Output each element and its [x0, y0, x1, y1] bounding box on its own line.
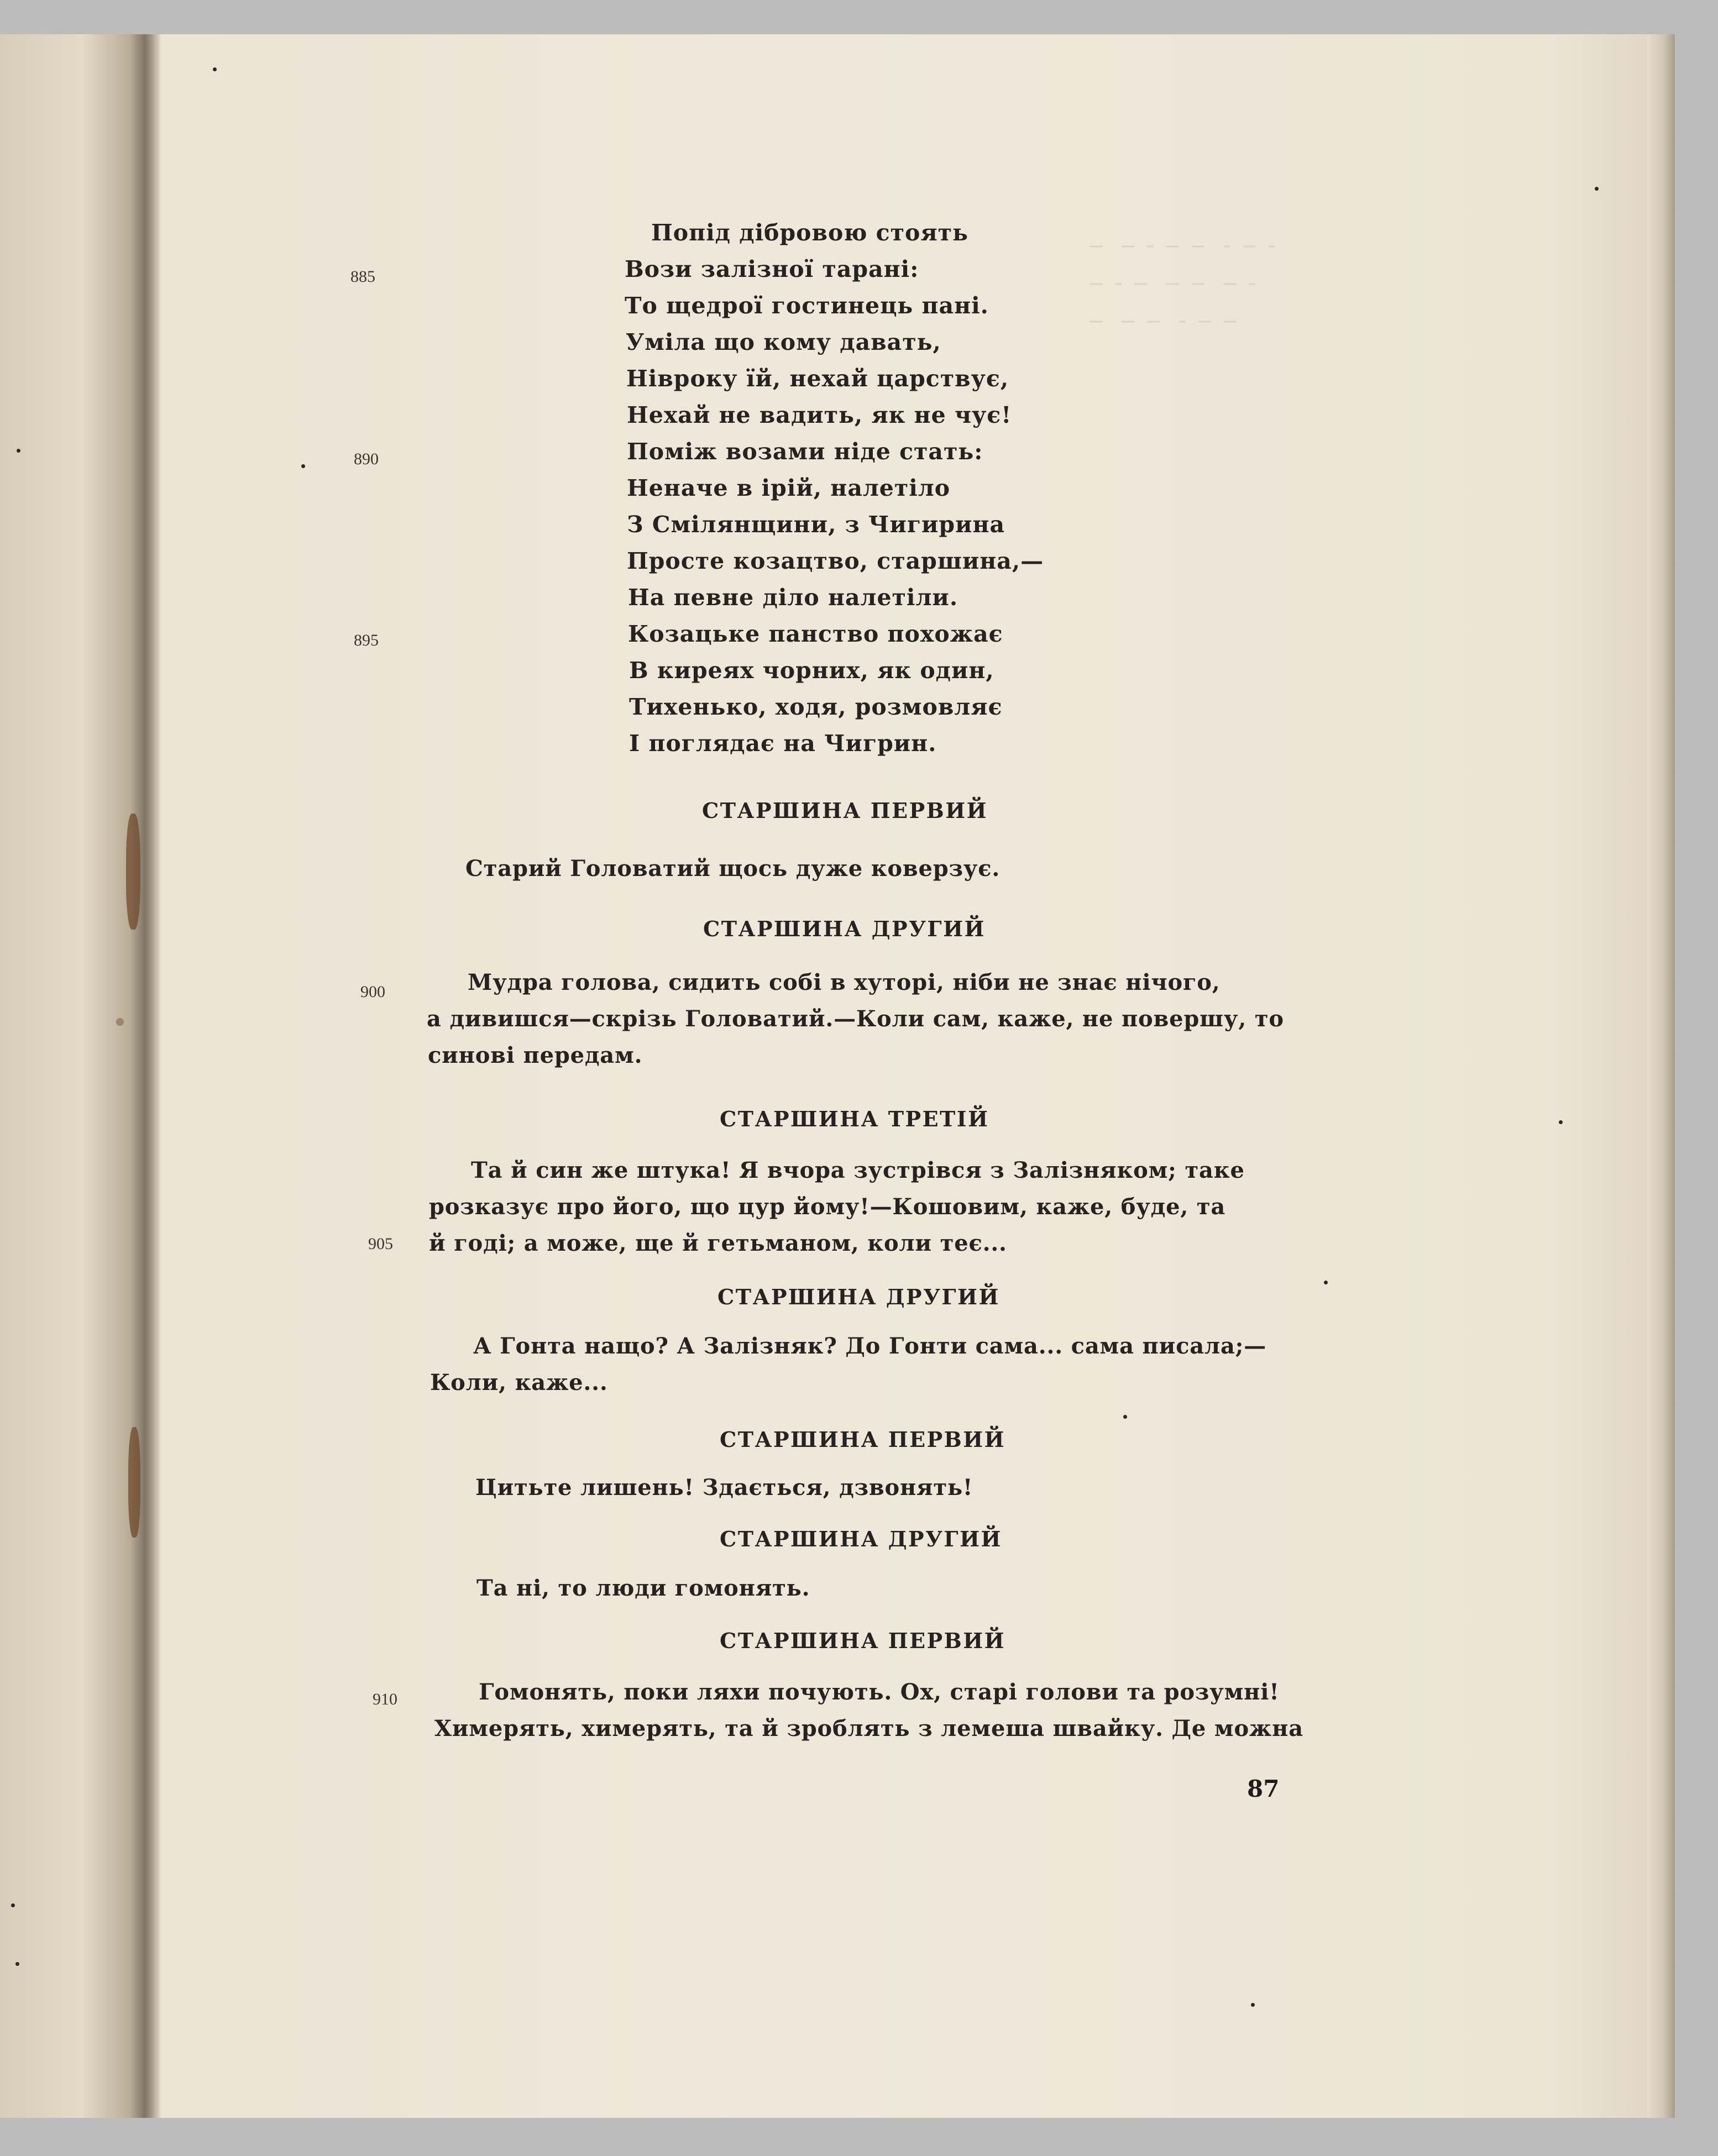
- paper-speck: [301, 464, 305, 468]
- dialogue-line: синові передам.: [428, 1042, 643, 1068]
- paper-speck: [1123, 1415, 1127, 1419]
- speaker-heading: СТАРШИНА ДРУГИЙ: [717, 1284, 1000, 1309]
- verse-line: З Смілянщини, з Чигирина: [627, 511, 1005, 538]
- line-number: 910: [373, 1690, 397, 1708]
- line-number: 890: [354, 450, 379, 468]
- speaker-heading: СТАРШИНА ПЕРВИЙ: [702, 798, 988, 823]
- dialogue-line: Та й син же штука! Я вчора зустрівся з Залізняком; таке: [471, 1157, 1245, 1183]
- paper-speck: [15, 1962, 19, 1966]
- paper-speck: [1251, 2003, 1255, 2007]
- verse-line: Уміла що кому давать,: [626, 329, 941, 355]
- verse-line: В киреях чорних, як один,: [629, 657, 994, 684]
- show-through: ╶╴ ╶╴╶ ╶╴╶╴ ╶ ╶╴╶ ╶╴╶ ╶╴ ╶╴╶╴ ╶╴╶ ╶╴ ╶╴╶╴ ╶ ╶╴╶╴: [1083, 234, 1275, 334]
- verse-line: То щедрої гостинець пані.: [625, 292, 989, 319]
- dialogue-line: й годі; а може, ще й гетьманом, коли теє...: [429, 1230, 1007, 1256]
- verse-line: Козацьке панство похожає: [628, 621, 1003, 647]
- dialogue-line: а дивишся—скрізь Головатий.—Коли сам, каже, не повершу, то: [427, 1006, 1284, 1032]
- line-number: 895: [354, 631, 379, 649]
- verse-line: Неначе в ірій, налетіло: [627, 475, 951, 501]
- binding-stain: [116, 1018, 124, 1026]
- verse-line: Нехай не вадить, як не чує!: [627, 402, 1012, 428]
- dialogue-line: Мудра голова, сидить собі в хуторі, ніби не знає нічого,: [468, 969, 1221, 995]
- dialogue-line: Цитьте лишень! Здається, дзвонять!: [475, 1475, 973, 1501]
- speaker-heading: СТАРШИНА ТРЕТІЙ: [720, 1106, 989, 1131]
- book-gutter: [0, 34, 160, 2118]
- verse-line: Поміж возами ніде стать:: [627, 438, 983, 465]
- speaker-heading: СТАРШИНА ПЕРВИЙ: [720, 1427, 1006, 1452]
- speaker-heading: СТАРШИНА ДРУГИЙ: [703, 916, 986, 941]
- verse-line: І поглядає на Чигрин.: [629, 730, 937, 757]
- verse-line: Попід дібровою стоять: [651, 219, 968, 246]
- binding-stain: [126, 814, 140, 930]
- dialogue-line: Гомонять, поки ляхи почують. Ох, старі голови та розумні!: [479, 1679, 1280, 1705]
- verse-line: На певне діло налетіли.: [628, 584, 958, 611]
- dialogue-line: Старий Головатий щось дуже коверзує.: [465, 856, 1001, 882]
- paper-speck: [11, 1903, 15, 1907]
- paper-speck: [1559, 1120, 1563, 1124]
- page-edge: [1647, 34, 1675, 2118]
- paper-sheet: [0, 34, 1675, 2118]
- page-number: 87: [1247, 1775, 1280, 1802]
- dialogue-line: А Гонта нащо? А Залізняк? До Гонти сама... сама писала;—: [473, 1333, 1267, 1359]
- paper-speck: [1324, 1281, 1328, 1284]
- dialogue-line: Химерять, химерять, та й зроблять з лемеша швайку. Де можна: [434, 1716, 1303, 1741]
- dialogue-line: розказує про його, що цур йому!—Кошовим, каже, буде, та: [429, 1194, 1226, 1220]
- paper-speck: [1595, 187, 1599, 191]
- verse-line: Тихенько, ходя, розмовляє: [629, 694, 1003, 720]
- dialogue-line: Коли, каже...: [430, 1370, 608, 1396]
- verse-line: Вози залізної тарані:: [625, 256, 919, 282]
- line-number: 905: [368, 1235, 393, 1253]
- paper-speck: [213, 67, 217, 71]
- line-number: 885: [350, 267, 375, 286]
- binding-stain: [128, 1427, 140, 1538]
- verse-line: Нівроку їй, нехай царствує,: [626, 365, 1009, 392]
- speaker-heading: СТАРШИНА ДРУГИЙ: [720, 1526, 1002, 1551]
- verse-line: Просте козацтво, старшина,—: [627, 548, 1044, 574]
- speaker-heading: СТАРШИНА ПЕРВИЙ: [720, 1628, 1006, 1653]
- paper-speck: [17, 449, 20, 453]
- line-number: 900: [360, 983, 385, 1001]
- dialogue-line: Та ні, то люди гомонять.: [476, 1575, 810, 1601]
